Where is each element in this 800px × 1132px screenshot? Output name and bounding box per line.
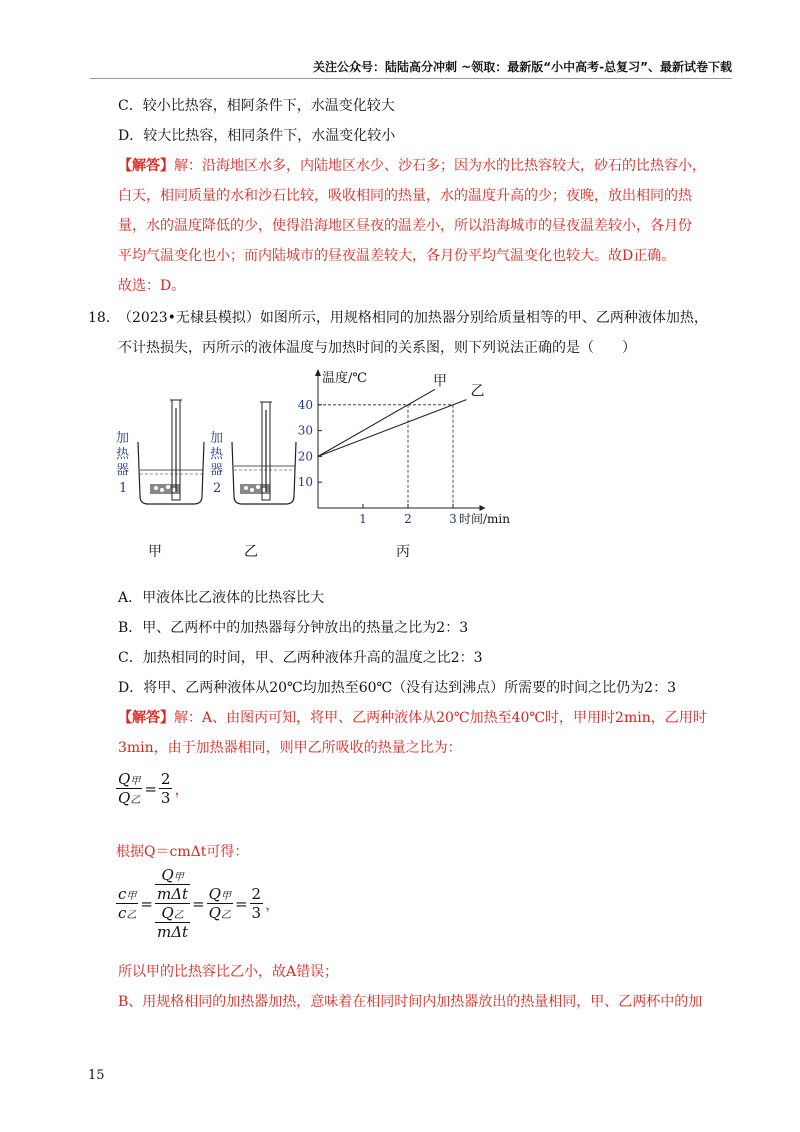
temperature-time-chart: [296, 366, 536, 536]
eq2-equals-3: =: [234, 894, 248, 913]
eq1-num-sub: 甲: [130, 776, 141, 787]
beaker-2-label-3: 器: [210, 463, 224, 478]
eq2-compound-fraction: [155, 866, 190, 941]
beaker-2: [210, 402, 296, 504]
beaker-2-number: 2: [213, 481, 222, 496]
prev-answer-line-4: 平均气温变化也小；而内陆城市的昼夜温差较大，各月份平均气温变化也较大。故D正确。: [118, 248, 676, 264]
eq2-q-num-sub: 甲: [220, 891, 231, 902]
prev-answer-line-5: 故选：D。: [118, 278, 186, 294]
prev-answer-tag: 【解答】: [118, 158, 174, 174]
eq1-den: Q: [118, 789, 131, 807]
eq1-comma: ，: [174, 780, 190, 798]
answer-formula-text: 根据Q＝cmΔt可得：: [116, 844, 249, 860]
eq2-inner-top: [155, 866, 190, 903]
eq2-c-fraction: [116, 885, 138, 922]
eq2-rden: 3: [251, 904, 262, 922]
eq2-inner2-num: Q: [161, 904, 174, 922]
page-number: 15: [88, 1068, 105, 1083]
eq2-c-den-sub: 乙: [126, 910, 137, 921]
prev-option-c: C．较小比热容，相阿条件下，水温变化较大: [118, 98, 395, 114]
eq2-inner2-den: mΔt: [156, 923, 189, 941]
series-line-1: [318, 389, 435, 456]
prev-answer-line-2: 白天，相同质量的水和沙石比较，吸收相同的热量，水的温度升高的少；夜晚，放出相同的热: [118, 188, 692, 204]
y-axis-arrow: [315, 369, 321, 376]
x-tick-label: 1: [359, 512, 367, 526]
eq1-rnum: 2: [160, 770, 171, 788]
eq1-equals: =: [144, 779, 157, 798]
series-label-2: 乙: [470, 383, 485, 400]
question-line-2: 不计热损失，丙所示的液体温度与加热时间的关系图，则下列说法正确的是（ ）: [118, 340, 636, 356]
eq2-equals-1: =: [140, 894, 153, 913]
header-divider: [90, 78, 732, 79]
equation-specific-heat-ratio: [116, 866, 280, 941]
page-header: 关注公众号：陆陆高分冲刺 ~领取：最新版“小中高考-总复习”、最新试卷下载: [313, 60, 732, 74]
eq1-rden: 3: [160, 789, 171, 807]
eq2-comma: ，: [265, 895, 281, 913]
eq1-num: Q: [118, 770, 131, 788]
option-c: C．加热相同的时间，甲、乙两种液体升高的温度之比2：3: [118, 650, 483, 666]
answer-line-b: B、用规格相同的加热器加热，意味着在相同时间内加热器放出的热量相同，甲、乙两杯中的加: [118, 994, 703, 1010]
question-number: 18.: [88, 310, 111, 326]
eq2-inner-bottom: [155, 904, 190, 941]
eq1-den-sub: 乙: [130, 795, 141, 806]
eq2-q-den-sub: 乙: [220, 910, 231, 921]
beaker-2-label-1: 加: [210, 431, 224, 446]
eq2-c-den: c: [118, 904, 127, 922]
series-line-2: [318, 400, 467, 457]
y-axis-label: 温度/℃: [322, 371, 367, 386]
beaker-1-label-2: 热: [116, 447, 130, 462]
x-axis-label: 时间/min: [459, 512, 510, 526]
series-label-1: 甲: [433, 373, 447, 390]
graph-caption: 丙: [396, 544, 410, 560]
answer-tag: 【解答】: [118, 710, 174, 726]
equation-heat-ratio: [116, 770, 189, 807]
beaker-2-caption: 乙: [244, 544, 258, 560]
eq1-right-fraction: [159, 770, 173, 807]
answer-line-2: 3min，由于加热器相同，则甲乙所吸收的热量之比为：: [118, 740, 462, 756]
beaker-1-number: 1: [119, 481, 128, 496]
prev-answer-line-3: 量，水的温度降低的少，使得沿海地区昼夜的温差小，所以沿海城市的昼夜温差较小，各月份: [118, 218, 692, 234]
beaker-1-label-3: 器: [116, 463, 130, 478]
x-axis-arrow: [480, 505, 486, 511]
beaker-1-label-1: 加: [116, 431, 130, 446]
y-tick-label: 30: [297, 423, 313, 438]
option-b: B．甲、乙两杯中的加热器每分钟放出的热量之比为2：3: [118, 620, 469, 636]
x-tick-label: 2: [404, 512, 412, 526]
eq2-q-fraction: [207, 885, 233, 922]
eq1-left-fraction: [116, 770, 142, 807]
eq2-q-num: Q: [208, 885, 221, 903]
eq2-inner2-num-sub: 乙: [173, 910, 184, 921]
eq2-q-den: Q: [208, 904, 221, 922]
answer-text-1: 解：A、由图丙可知，将甲、乙两种液体从20℃加热至40℃时，甲用时2min，乙用时: [174, 710, 707, 726]
y-tick-label: 20: [297, 449, 313, 464]
answer-conclusion: 所以甲的比热容比乙小，故A错误；: [118, 964, 339, 980]
question-line-1: （2023•无棣县模拟）如图所示，用规格相同的加热器分别给质量相等的甲、乙两种液体加热，: [118, 310, 708, 326]
eq2-c-num: c: [118, 885, 127, 903]
beaker-1-caption: 甲: [148, 544, 162, 560]
eq2-inner-num-sub: 甲: [173, 872, 184, 883]
x-tick-label: 3: [449, 512, 457, 526]
y-tick-label: 40: [297, 397, 313, 412]
prev-answer-line-1: [118, 156, 706, 176]
eq2-equals-2: =: [192, 894, 205, 913]
y-tick-label: 10: [297, 475, 313, 490]
eq2-inner-num: Q: [161, 866, 174, 884]
answer-line-1: [118, 708, 707, 728]
eq2-inner-den: mΔt: [156, 885, 189, 903]
option-d: D．将甲、乙两种液体从20℃均加热至60℃（没有达到沸点）所需要的时间之比仍为2：3: [118, 680, 676, 696]
prev-answer-text-1: 解：沿海地区水多，内陆地区水少、沙石多；因为水的比热容较大，砂石的比热容小，: [174, 158, 706, 174]
prev-option-d: D．较大比热容，相同条件下，水温变化较小: [118, 128, 396, 144]
beaker-1: [116, 400, 204, 504]
beaker-2-label-2: 热: [210, 447, 224, 462]
eq2-c-num-sub: 甲: [126, 891, 137, 902]
eq2-right-fraction: [250, 885, 264, 922]
eq2-rnum: 2: [251, 885, 262, 903]
option-a: A．甲液体比乙液体的比热容比大: [118, 590, 325, 606]
